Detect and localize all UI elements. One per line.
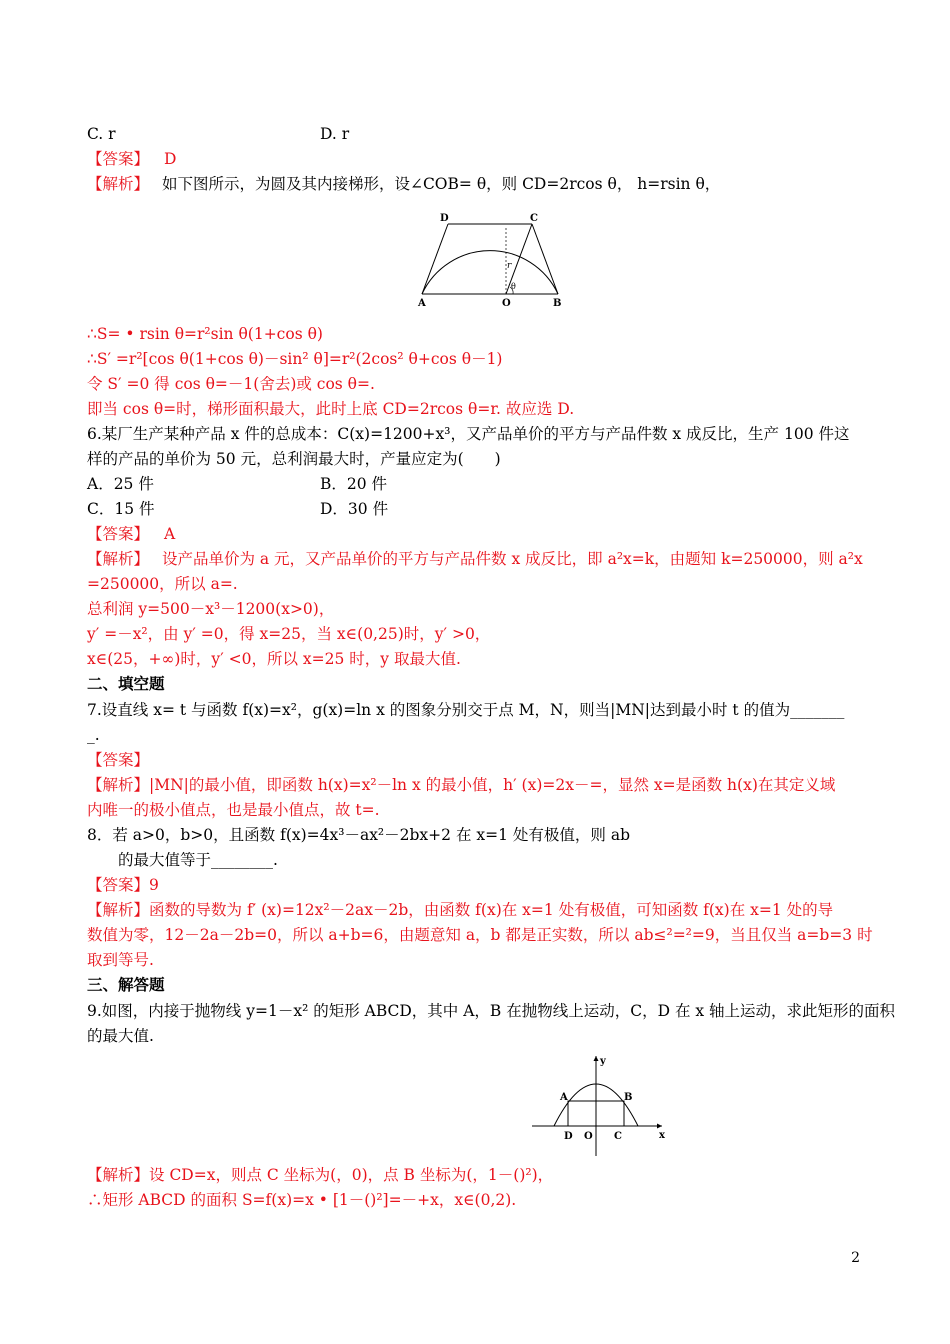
q6-answer-line — [87, 524, 175, 544]
q5-analysis-line — [87, 174, 720, 194]
q6-option-b: B．20 件 — [320, 475, 388, 493]
page-number: 2 — [851, 1250, 860, 1266]
answer-tag: 【答案】 — [87, 525, 150, 543]
label-d: D — [440, 213, 449, 224]
analysis-text: |MN|的最小值，即函数 h(x)=x²－ln x 的最小值，h′ (x)=2x－=，显然 x=是函数 h(x)在其定义域 — [149, 776, 836, 794]
q8-analysis-line — [87, 900, 833, 920]
q6-line-3: y′ =－x²，由 y′ =0，得 x=25，当 x∈(0,25)时，y′ >0， — [87, 625, 491, 643]
analysis-text: 函数的导数为 f′ (x)=12x²－2ax－2b，由函数 f(x)在 x=1 处有极值，可知函数 f(x)在 x=1 处的导 — [149, 901, 834, 919]
section-heading-solve: 三、解答题 — [87, 975, 165, 994]
q6-line-1: =250000，所以 a=. — [87, 575, 238, 593]
label-theta: θ — [511, 282, 516, 291]
q7-answer-line — [87, 750, 149, 770]
q8-line-3: 取到等号. — [87, 951, 154, 969]
answer-tag: 【答案】 — [87, 150, 150, 168]
q9-stem-1: 9.如图，内接于抛物线 y=1－x² 的矩形 ABCD，其中 A，B 在抛物线上运动，C，D 在 x 轴上运动，求此矩形的面积 — [87, 1002, 896, 1020]
q6-option-d: D．30 件 — [320, 500, 389, 518]
label-r: r — [507, 261, 512, 271]
analysis-tag: 【解析】 — [87, 901, 150, 919]
label-d: D — [564, 1131, 573, 1142]
q5-answer-line — [87, 149, 176, 169]
q5-line-2: ∴S′ =r²[cos θ(1+cos θ)－sin² θ]=r²(2cos² θ+cos θ－1) — [87, 350, 503, 368]
q8-stem-2: 的最大值等于________. — [118, 851, 278, 869]
q7-stem-2: _. — [87, 726, 100, 744]
answer-value: 9 — [149, 876, 159, 894]
q9-line-2: ∴矩形 ABCD 的面积 S=f(x)=x • [1－()²]=－+x，x∈(0,2). — [87, 1191, 517, 1209]
q5-line-1: ∴S= • rsin θ=r²sin θ(1+cos θ) — [87, 325, 323, 343]
q9-stem-2: 的最大值. — [87, 1027, 154, 1045]
label-c: C — [530, 213, 538, 224]
parabola-figure — [528, 1052, 668, 1158]
analysis-text: 如下图所示，为圆及其内接梯形，设∠COB= θ，则 CD=2rcos θ， h=rsin θ， — [161, 175, 721, 193]
trapezoid-figure — [410, 208, 570, 308]
q6-line-4: x∈(25，+∞)时，y′ <0，所以 x=25 时，y 取最大值. — [87, 650, 461, 668]
q6-analysis-line — [87, 549, 863, 569]
analysis-text: 设产品单价为 a 元，又产品单价的平方与产品件数 x 成反比，即 a²x=k，由题知 k=250000，则 a²x — [161, 550, 863, 568]
answer-value: D — [163, 150, 177, 168]
answer-value: A — [163, 525, 176, 543]
q8-stem-1: 8．若 a>0，b>0，且函数 f(x)=4x³－ax²－2bx+2 在 x=1 处有极值，则 ab — [87, 826, 630, 844]
label-y: y — [600, 1056, 606, 1067]
label-c: C — [614, 1131, 622, 1142]
analysis-tag: 【解析】 — [87, 1166, 150, 1184]
q5-line-3: 令 S′ =0 得 cos θ=－1(舍去)或 cos θ=. — [87, 375, 375, 393]
analysis-text: 设 CD=x，则点 C 坐标为(，0)，点 B 坐标为(，1－()²)， — [149, 1166, 554, 1184]
analysis-tag: 【解析】 — [87, 550, 150, 568]
q7-line-2: 内唯一的极小值点，也是最小值点，故 t=. — [87, 801, 380, 819]
q7-stem-1: 7.设直线 x= t 与函数 f(x)=x²，g(x)=ln x 的图象分别交于点 M，N，则当|MN|达到最小时 t 的值为_______ — [87, 701, 845, 719]
answer-tag: 【答案】 — [87, 876, 150, 894]
label-o: O — [502, 298, 511, 308]
option-c: C. r — [87, 125, 116, 143]
label-a: A — [418, 298, 426, 308]
q8-answer-line — [87, 875, 159, 895]
q6-stem-2: 样的产品的单价为 50 元，总利润最大时，产量应定为( ) — [87, 450, 501, 468]
answer-tag: 【答案】 — [87, 751, 150, 769]
label-b: B — [553, 298, 562, 308]
label-a: A — [560, 1092, 568, 1103]
section-heading-fill: 二、填空题 — [87, 674, 165, 693]
q8-line-2: 数值为零，12－2a－2b=0，所以 a+b=6，由题意知 a，b 都是正实数，所以 ab≤²=²=9，当且仅当 a=b=3 时 — [87, 926, 873, 944]
option-d: D. r — [320, 125, 350, 143]
q6-line-2: 总利润 y=500－x³－1200(x>0)， — [87, 600, 335, 618]
label-b: B — [624, 1092, 633, 1103]
q5-line-4: 即当 cos θ=时，梯形面积最大，此时上底 CD=2rcos θ=r. 故应选 D. — [87, 400, 575, 418]
q6-stem-1: 6.某厂生产某种产品 x 件的总成本：C(x)=1200+x³，又产品单价的平方与产品件数 x 成反比，生产 100 件这 — [87, 425, 850, 443]
label-o: O — [584, 1131, 593, 1142]
analysis-tag: 【解析】 — [87, 776, 150, 794]
label-x: x — [659, 1130, 665, 1141]
analysis-tag: 【解析】 — [87, 175, 150, 193]
q9-analysis-line — [87, 1165, 553, 1185]
q6-option-a: A．25 件 — [87, 475, 154, 493]
q7-analysis-line — [87, 775, 835, 795]
q6-option-c: C．15 件 — [87, 500, 155, 518]
